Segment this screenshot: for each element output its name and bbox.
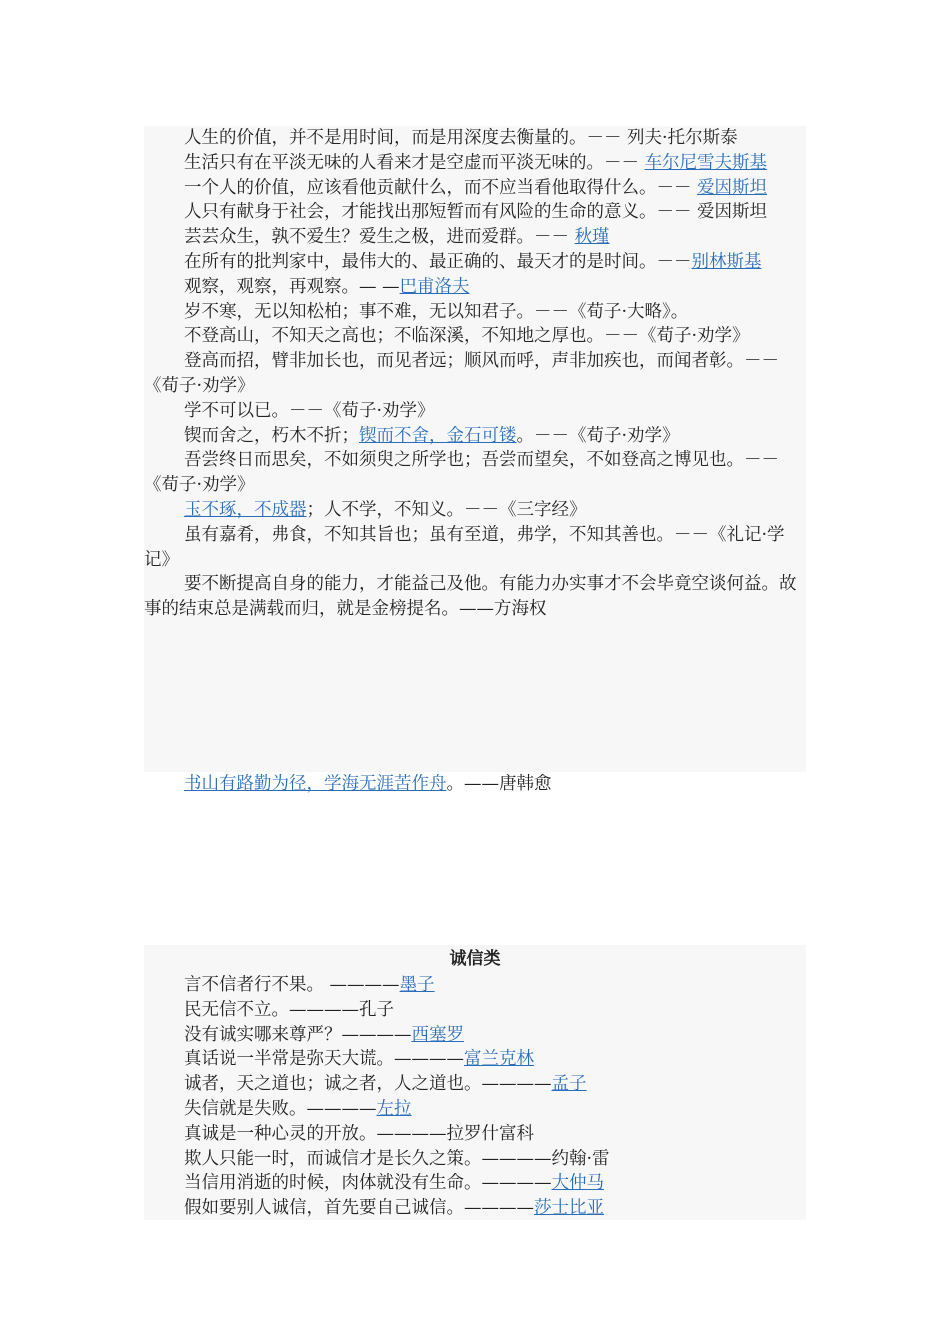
quote-9: 不登高山，不知天之高也；不临深溪，不知地之厚也。－－《荀子·劝学》 [184, 326, 750, 347]
quote-15: 虽有嘉肴，弗食，不知其旨也；虽有至道，弗学，不知其善也。－－《礼记·学记》 [144, 524, 785, 570]
quote-17: 书山有路勤为径，学海无涯苦作舟。——唐韩愈 [184, 774, 552, 794]
author-link-franklin[interactable]: 富兰克林 [464, 1049, 534, 1070]
honesty-quote-5: 诚者，天之道也；诚之者，人之道也。————孟子 [184, 1074, 587, 1095]
quote-2: 生活只有在平淡无味的人看来才是空虚而平淡无味的。－－ 车尔尼雪夫斯基 [184, 152, 768, 173]
honesty-quote-3: 没有诚实哪来尊严？————西塞罗 [184, 1024, 464, 1045]
honesty-quote-6: 失信就是失败。————左拉 [184, 1098, 412, 1119]
quote-10: 登高而招，臂非加长也，而见者远；顺风而呼，声非加疾也，而闻者彰。－－《荀子·劝学》 [144, 351, 779, 396]
quote-5: 芸芸众生，孰不爱生？爱生之极，进而爱群。－－ 秋瑾 [184, 227, 610, 248]
section-heading: 诚信类 [449, 949, 501, 969]
honesty-quote-8: 欺人只能一时，而诚信才是长久之策。————约翰·雷 [184, 1148, 610, 1169]
quote-12: 锲而舍之，朽木不折；锲而不舍，金石可镂。－－《荀子·劝学》 [184, 425, 680, 446]
author-link-mozi[interactable]: 墨子 [399, 975, 435, 995]
author-link-belinsky[interactable]: 别林斯基 [691, 251, 762, 272]
quote-4: 人只有献身于社会，才能找出那短暂而有风险的生命的意义。－－ 爱因斯坦 [184, 202, 768, 223]
honesty-quote-10: 假如要别人诚信，首先要自己诚信。————莎士比亚 [184, 1198, 604, 1219]
honesty-quote-4: 真话说一半常是弥天大谎。————富兰克林 [184, 1049, 534, 1070]
honesty-quote-2: 民无信不立。————孔子 [184, 999, 394, 1020]
author-link-shakespeare[interactable]: 莎士比亚 [534, 1198, 604, 1219]
quote-1: 人生的价值，并不是用时间，而是用深度去衡量的。－－ 列夫·托尔斯泰 [184, 128, 738, 148]
quotes-section-values [144, 126, 806, 772]
quote-14: 玉不琢，不成器；人不学，不知义。－－《三字经》 [184, 499, 587, 520]
phrase-link-shushanyoulu[interactable]: 书山有路勤为径，学海无涯苦作舟 [184, 774, 447, 794]
author-link-chernyshevsky[interactable]: 车尔尼雪夫斯基 [644, 152, 768, 173]
author-link-mencius[interactable]: 孟子 [551, 1074, 587, 1095]
author-link-einstein[interactable]: 爱因斯坦 [697, 177, 768, 198]
honesty-quote-1: 言不信者行不果。 ————墨子 [184, 975, 435, 995]
quote-16: 要不断提高自身的能力，才能益己及他。有能力办实事才不会毕竟空谈何益。故事的结束总是满载而归，就是金榜提名。——方海权 [144, 574, 797, 620]
phrase-link-yubuzhuo[interactable]: 玉不琢，不成器 [184, 499, 307, 520]
quote-6: 在所有的批判家中，最伟大的、最正确的、最天才的是时间。－－别林斯基 [184, 251, 762, 272]
author-link-cicero[interactable]: 西塞罗 [411, 1024, 464, 1045]
quotes-section-honesty [144, 945, 806, 1220]
author-link-zola[interactable]: 左拉 [376, 1098, 412, 1119]
honesty-quote-7: 真诚是一种心灵的开放。————拉罗什富科 [184, 1123, 534, 1144]
quote-8: 岁不寒，无以知松柏；事不难，无以知君子。－－《荀子·大略》。 [184, 301, 689, 322]
quote-17-container [144, 772, 806, 797]
honesty-quote-9: 当信用消逝的时候，肉体就没有生命。————大仲马 [184, 1173, 604, 1194]
quote-13: 吾尝终日而思矣，不如须臾之所学也；吾尝而望矣，不如登高之博见也。－－《荀子·劝学》 [144, 450, 779, 496]
author-link-pavlov[interactable]: 巴甫洛夫 [399, 276, 470, 297]
quote-3: 一个人的价值，应该看他贡献什么，而不应当看他取得什么。－－ 爱因斯坦 [184, 177, 768, 198]
phrase-link-qieerbushe[interactable]: 锲而不舍，金石可镂 [359, 425, 517, 446]
quote-7: 观察，观察，再观察。— —巴甫洛夫 [184, 276, 470, 297]
author-link-dumas[interactable]: 大仲马 [551, 1173, 604, 1194]
quote-11: 学不可以已。－－《荀子·劝学》 [184, 400, 435, 421]
author-link-qiujin[interactable]: 秋瑾 [574, 227, 610, 248]
